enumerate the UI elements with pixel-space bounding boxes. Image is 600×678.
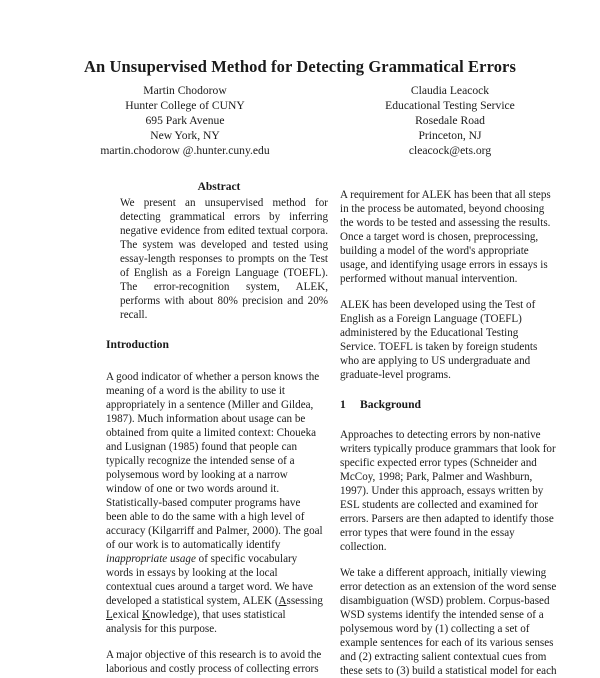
text-line: and (2) extracting salient contextual cues from: [340, 651, 547, 663]
text-line: who are applying to US undergraduate and: [340, 355, 531, 367]
text-line: example sentences for each of its various senses: [340, 637, 554, 649]
text-line: WSD systems identify the intended sense of a: [340, 609, 544, 621]
text-line: been able to do the same with a high level of: [106, 511, 305, 523]
author-block-2: [330, 83, 570, 158]
right-paragraph-2: [340, 298, 562, 382]
text-line: analysis for this purpose.: [106, 623, 217, 635]
text-line: performed without manual intervention.: [340, 273, 518, 285]
text-line: A good indicator of whether a person knows the: [106, 371, 320, 383]
text-line: polysemous word by looking at a narrow: [106, 469, 288, 481]
text-line: usage, and identifying usage errors in essays is: [340, 259, 548, 271]
text-line: words in essays by looking at the local: [106, 567, 278, 579]
abstract-text: We present an unsupervised method for detecting grammatical errors by inferring negative evidence from edited textual corpora. The system was developed and tested using essay-length responses to prompts on the Test of English as a Foreign Language (TOEFL). The error-recognition system, ALEK, performs with about 80% precision and 20% recall.: [120, 197, 328, 321]
text-line: developed a statistical system, ALEK (Assessing: [106, 595, 323, 607]
author-address: Rosedale Road: [415, 114, 485, 127]
text-line: these sets to (3) build a statistical model for each: [340, 665, 557, 677]
text-line: accuracy (Kilgarriff and Palmer, 2000). The goal: [106, 525, 323, 537]
text-line: disambiguation (WSD) problem. Corpus-based: [340, 595, 550, 607]
text-line: laborious and costly process of collecting errors: [106, 663, 319, 675]
right-column: [340, 180, 562, 678]
text-line: 1997). Under this approach, essays written by: [340, 485, 544, 497]
text-line: administered by the Educational Testing: [340, 327, 519, 339]
text-line: error detection as an extension of the word sense: [340, 581, 557, 593]
text-line: in the process be automated, beyond choosing: [340, 203, 545, 215]
text-line: A requirement for ALEK has been that all steps: [340, 189, 551, 201]
abstract-heading: Abstract: [197, 181, 241, 193]
text-line: error types that were found in the essay: [340, 527, 515, 539]
text-line: window of one or two words around it.: [106, 483, 280, 495]
author-name: Claudia Leacock: [410, 84, 490, 97]
author-city: Princeton, NJ: [418, 129, 482, 142]
section-heading-background: [340, 398, 562, 412]
author-affiliation: Hunter College of CUNY: [125, 99, 245, 112]
right-paragraph-1: [340, 188, 562, 286]
text-line: obtained from quite a limited context: Choueka: [106, 427, 317, 439]
text-line: 1987). Much information about usage can be: [106, 413, 306, 425]
text-line: McCoy, 1998; Park, Palmer and Washburn,: [340, 471, 533, 483]
paper-title: An Unsupervised Method for Detecting Grammatical Errors: [84, 57, 516, 76]
author-email: cleacock@ets.org: [408, 144, 492, 157]
section-heading-introduction: Introduction: [106, 338, 169, 351]
author-address: 695 Park Avenue: [145, 114, 225, 127]
author-name: Martin Chodorow: [143, 84, 227, 97]
italic-emphasis: inappropriate usage: [106, 553, 196, 565]
text-line: typically recognize the intended sense of a: [106, 455, 295, 467]
text-line: of our work is to automatically identify: [106, 539, 281, 551]
introduction-paragraph-1: [106, 370, 332, 636]
section-number: 1: [340, 398, 346, 411]
author-city: New York, NY: [150, 129, 220, 142]
text-line: collection.: [340, 541, 387, 553]
text-line: Once a target word is chosen, preprocessing,: [340, 231, 539, 243]
author-email: martin.chodorow @.hunter.cuny.edu: [100, 144, 270, 157]
text-line: meaning of a word is the ability to use it: [106, 385, 286, 397]
text-line: Statistically-based computer programs have: [106, 497, 301, 509]
text-line: ESL students are collected and examined for: [340, 499, 538, 511]
text-line: building a model of the word's appropriate: [340, 245, 529, 257]
text-line: Lexical Knowledge), that uses statistical: [106, 609, 286, 621]
text-line: Service. TOEFL is taken by foreign students: [340, 341, 538, 353]
text-line: writers typically produce grammars that look for: [340, 443, 556, 455]
author-block-1: [65, 83, 305, 158]
text-line: English as a Foreign Language (TOEFL): [340, 313, 522, 325]
text-line: the words to be tested and assessing the results.: [340, 217, 551, 229]
author-affiliation: Educational Testing Service: [385, 99, 515, 112]
text-line: ALEK has been developed using the Test of: [340, 299, 536, 311]
background-paragraph-1: [340, 428, 562, 554]
introduction-paragraph-2: [106, 648, 332, 676]
text-line: specific expected error types (Schneider and: [340, 457, 537, 469]
text-line: and Lusignan (1985) found that people can: [106, 441, 298, 453]
background-paragraph-2: [340, 566, 562, 678]
text-line: Approaches to detecting errors by non-native: [340, 429, 541, 441]
text-line: contextual cues around a target word. We have: [106, 581, 313, 593]
text-line: appropriately in a sentence (Miller and Gildea,: [106, 399, 314, 411]
text-line: inappropriate usage of specific vocabulary: [106, 553, 298, 565]
section-title: Background: [360, 398, 421, 411]
text-line: graduate-level programs.: [340, 369, 451, 381]
text-line: A major objective of this research is to avoid the: [106, 649, 322, 661]
left-column: [106, 180, 332, 676]
text-line: polysemous word by (1) collecting a set of: [340, 623, 530, 635]
text-line: errors. Parsers are then adapted to identify those: [340, 513, 554, 525]
text-line: We take a different approach, initially viewing: [340, 567, 547, 579]
